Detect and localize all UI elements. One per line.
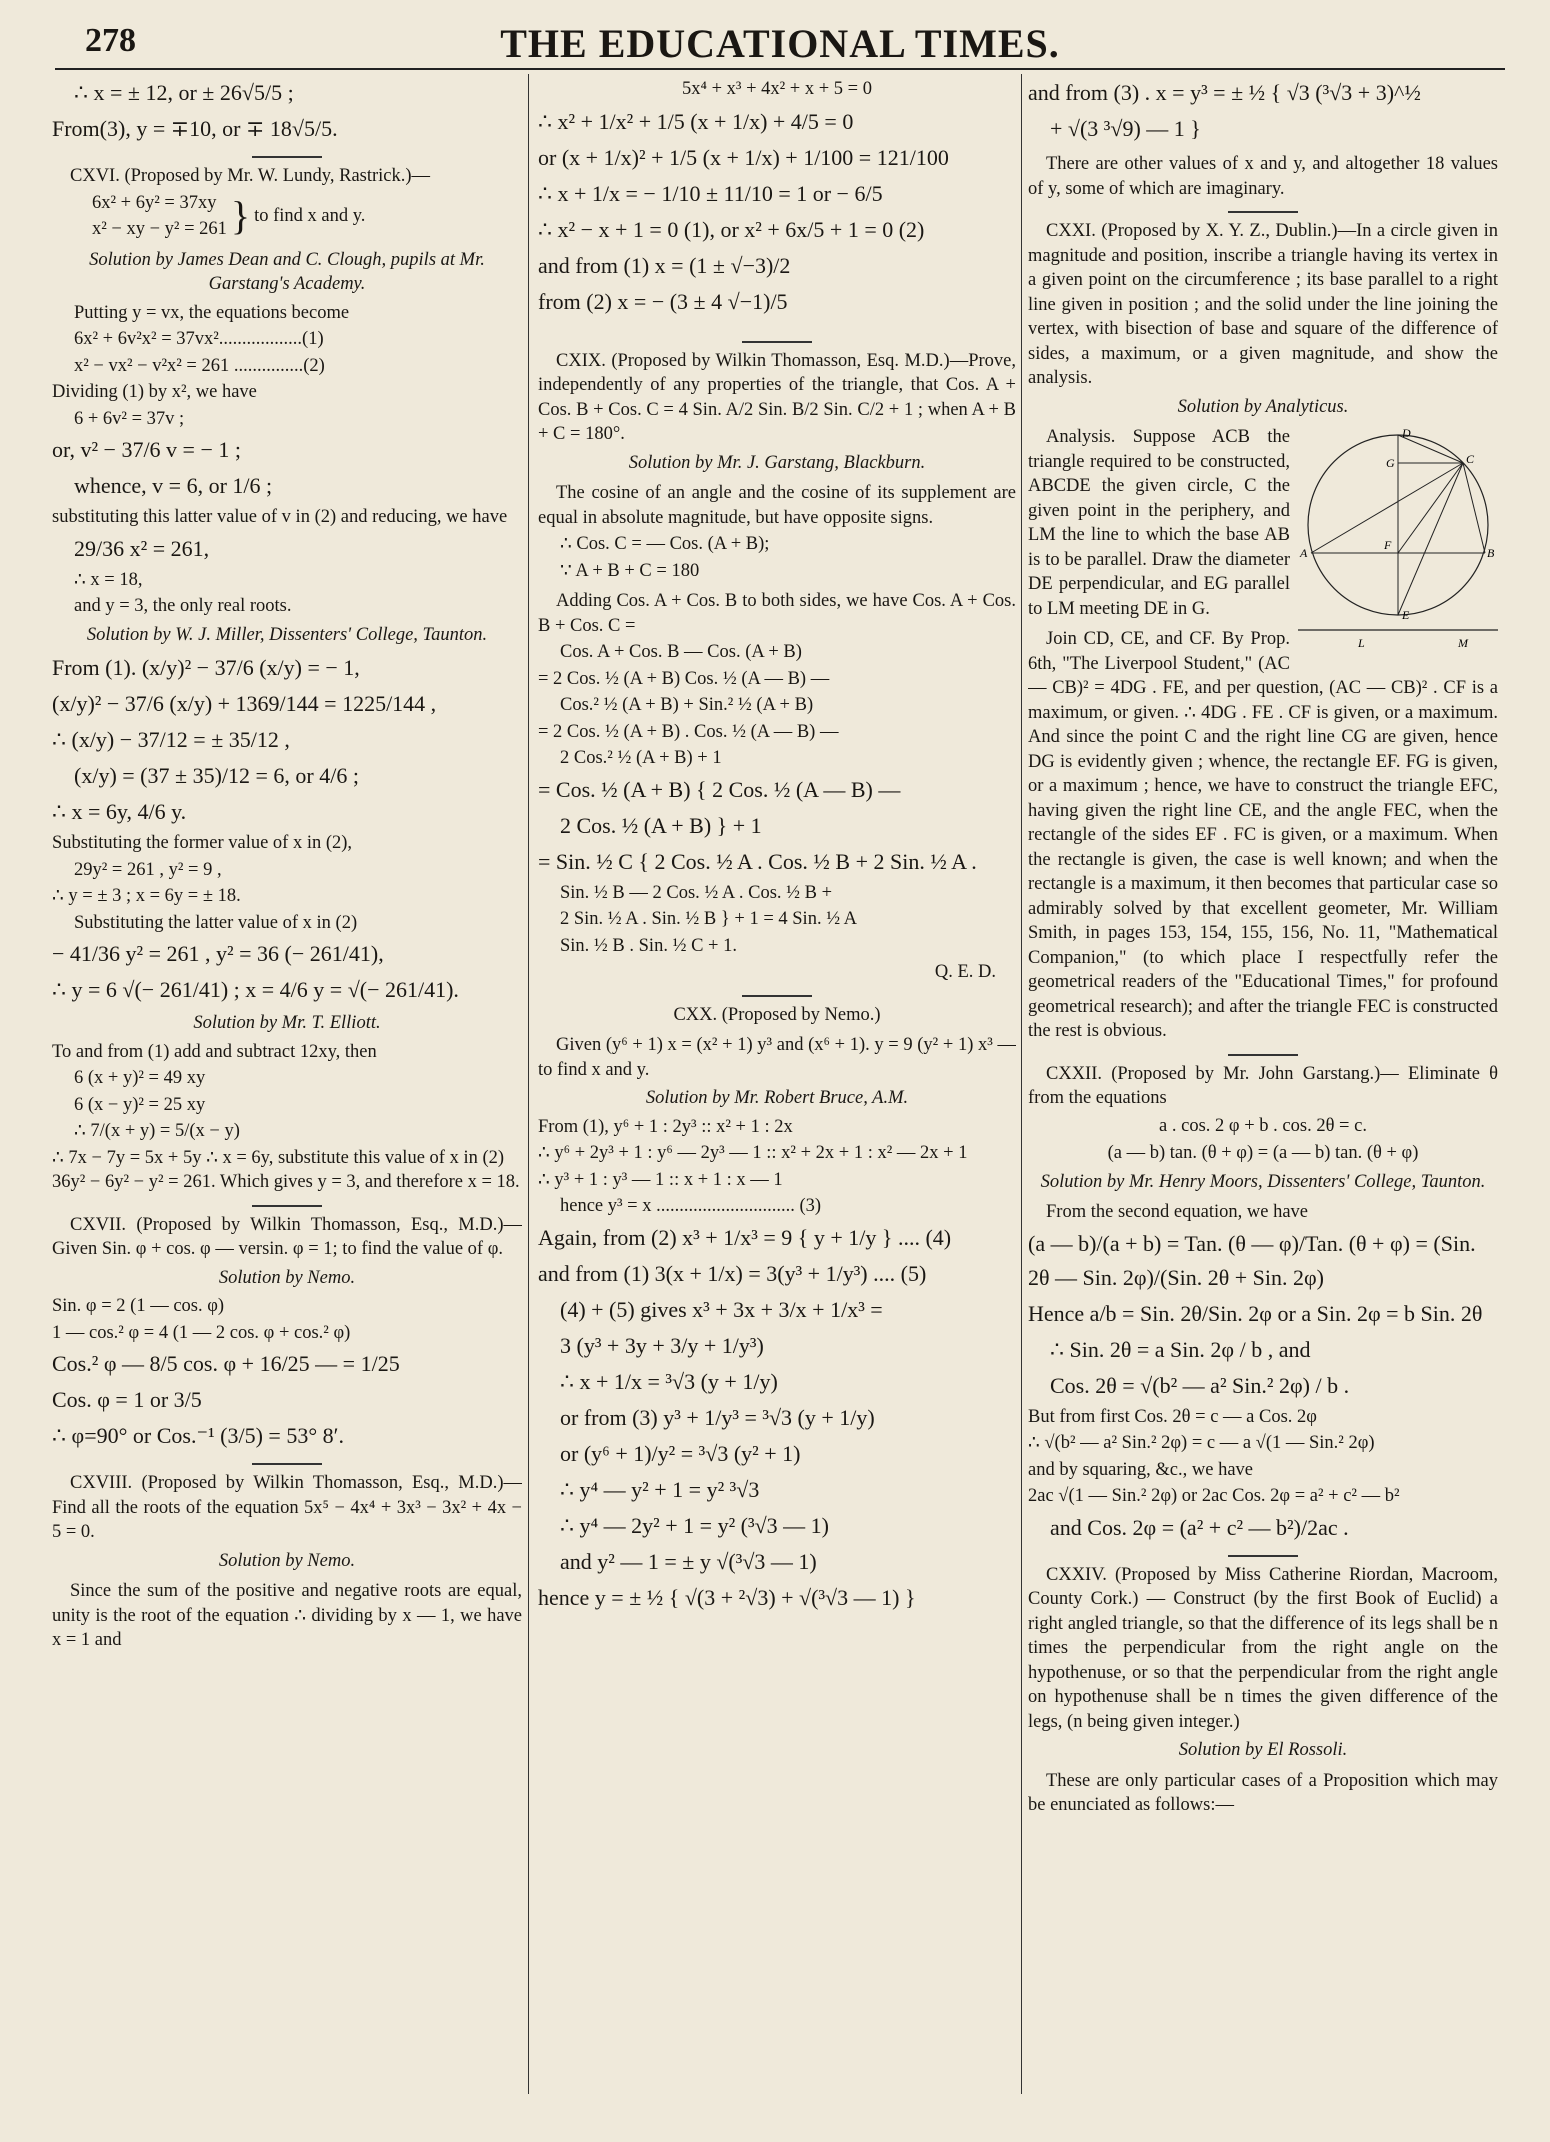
equation: ∴ √(b² — a² Sin.² 2φ) = c — a √(1 — Sin.² 2φ) — [1028, 1433, 1375, 1453]
paragraph: Adding Cos. A + Cos. B to both sides, we have Cos. A + Cos. B + Cos. C = — [538, 591, 1016, 636]
equation: ∴ y⁴ — y² + 1 = y² ³√3 — [560, 1476, 760, 1502]
equation: Cos. φ = 1 or 3/5 — [52, 1387, 202, 1412]
label-d: D — [1402, 426, 1411, 440]
section-separator — [742, 995, 812, 997]
solution-heading: Solution by Mr. J. Garstang, Blackburn. — [628, 452, 926, 473]
equation: and by squaring, &c., we have — [1028, 1459, 1254, 1480]
section-separator — [1228, 1054, 1298, 1056]
equation: 2 Cos.² ½ (A + B) + 1 — [560, 748, 722, 768]
section-separator — [252, 1463, 322, 1465]
equation: 6x² + 6y² = 37xy — [92, 192, 217, 213]
equation: 29/36 x² = 261, — [74, 535, 210, 561]
column-middle — [538, 74, 1016, 2134]
equation: and from (1) 3(x + 1/x) = 3(y³ + 1/y³) .... (5) — [538, 1260, 927, 1286]
equation: ∴ Sin. 2θ = a Sin. 2φ / b , and — [1050, 1336, 1311, 1362]
equation: hence y³ = x .............................. (3) — [560, 1196, 822, 1216]
running-title: THE EDUCATIONAL TIMES. — [500, 21, 1060, 66]
text-line: substituting this latter value of v in (2) and reducing, we have — [52, 507, 508, 527]
equation: ∴ x + 1/x = ³√3 (y + 1/y) — [560, 1368, 778, 1394]
paragraph: These are only particular cases of a Proposition which may be enunciated as follows:— — [1028, 1770, 1498, 1815]
equation: = 2 Cos. ½ (A + B) . Cos. ½ (A — B) — — [538, 721, 839, 742]
equation: x² − xy − y² = 261 — [92, 219, 227, 239]
equation: ∴ x = 6y, 4/6 y. — [52, 799, 187, 824]
paragraph: There are other values of x and y, and altogether 18 values of y, some of which are imaginary. — [1028, 154, 1498, 199]
label-g: G — [1386, 456, 1395, 470]
equation: 5x⁴ + x³ + 4x² + x + 5 = 0 — [682, 79, 872, 99]
equation: 6 + 6v² = 37v ; — [74, 408, 185, 429]
equation: Hence a/b = Sin. 2θ/Sin. 2φ or a Sin. 2φ = b Sin. 2θ — [1028, 1300, 1483, 1326]
solution-heading: Solution by Nemo. — [218, 1267, 356, 1288]
equation: ∴ y = ± 3 ; x = 6y = ± 18. — [52, 886, 241, 906]
equation: Again, from (2) x³ + 1/x³ = 9 { y + 1/y } .... (4) — [538, 1224, 952, 1250]
equation: Sin. ½ B — 2 Cos. ½ A . Cos. ½ B + — [560, 882, 833, 903]
text-line: Substituting the former value of x in (2), — [52, 833, 353, 853]
paragraph: Given (y⁶ + 1) x = (x² + 1) y³ and (x⁶ + 1). y = 9 (y² + 1) x³ — to find x and y. — [538, 1035, 1016, 1080]
equation: from (2) x = − (3 ± 4 √−1)/5 — [538, 288, 788, 314]
equation: hence y = ± ½ { √(3 + ²√3) + √(³√3 — 1) } — [538, 1584, 916, 1610]
section-separator — [252, 1205, 322, 1207]
equation: From(3), y = ∓10, or ∓ 18√5/5. — [52, 116, 338, 141]
column-rule-right — [1021, 74, 1022, 2094]
brace: } — [230, 192, 251, 238]
question-heading: CXXIV. (Proposed by Miss Catherine Riordan, Macroom, County Cork.) — Construct (by the first Book of Euclid) a right angled triangle, so that the difference of its legs shall be n times the perpendicular from the right angle on the hypothenuse, or so that the perpendicular from the right angle on hypothenuse shall be n times the given difference of the legs, (n being given integer.) — [1028, 1564, 1498, 1732]
equation: (a — b) tan. (θ + φ) = (a — b) tan. (θ + φ) — [1107, 1143, 1419, 1163]
question-heading: CXVII. (Proposed by Wilkin Thomasson, Esq., M.D.)—Given Sin. φ + cos. φ — versin. φ = 1; to find the value of φ. — [52, 1214, 522, 1259]
solution-heading: Solution by El Rossoli. — [1178, 1740, 1348, 1760]
label-l: L — [1358, 636, 1365, 650]
equation: ∴ Cos. C = — Cos. (A + B); — [560, 534, 770, 554]
text-line: From the second equation, we have — [1046, 1202, 1309, 1222]
column-rule-left — [528, 74, 529, 2094]
equation: Cos. 2θ = √(b² — a² Sin.² 2φ) / b . — [1050, 1372, 1350, 1398]
equation: ∴ y⁶ + 2y³ + 1 : y⁶ — 2y³ — 1 :: x² + 2x + 1 : x² — 2x + 1 — [538, 1143, 968, 1163]
solution-heading: Solution by Mr. Henry Moors, Dissenters' College, Taunton. — [1040, 1171, 1486, 1192]
solution-heading: Solution by Nemo. — [218, 1550, 356, 1571]
equation: (x/y) = (37 ± 35)/12 = 6, or 4/6 ; — [74, 763, 359, 788]
question-heading: CXIX. (Proposed by Wilkin Thomasson, Esq. M.D.)—Prove, independently of any properties of the triangle, that Cos. A + Cos. B + Cos. C = 4 Sin. A/2 Sin. B/2 Sin. C/2 + 1 ; when A + B + C = 180°. — [538, 350, 1016, 444]
section-separator — [252, 156, 322, 158]
label-c: C — [1466, 452, 1475, 466]
equation: ∴ x = ± 12, or ± 26√5/5 ; — [74, 80, 294, 105]
section-separator — [1228, 211, 1298, 213]
equation: or (y⁶ + 1)/y² = ³√3 (y² + 1) — [560, 1440, 801, 1466]
equation: ∴ x² − x + 1 = 0 (1), or x² + 6x/5 + 1 = 0 (2) — [538, 216, 925, 242]
equation: and Cos. 2φ = (a² + c² — b²)/2ac . — [1050, 1514, 1349, 1540]
solution-heading: Solution by Analyticus. — [1177, 396, 1349, 417]
equation: 2ac √(1 — Sin.² 2φ) or 2ac Cos. 2φ = a² + c² — b² — [1028, 1486, 1400, 1506]
question-heading: CXVIII. (Proposed by Wilkin Thomasson, Esq., M.D.)—Find all the roots of the equation 5x⁵ − 4x⁴ + 3x³ − 3x² + 4x − 5 = 0. — [52, 1473, 522, 1542]
equation: and y² — 1 = ± y √(³√3 — 1) — [560, 1548, 817, 1574]
label-m: M — [1458, 636, 1468, 650]
question-heading: CXXII. (Proposed by Mr. John Garstang.)— Eliminate θ from the equations — [1028, 1063, 1498, 1108]
paragraph: Join CD, CE, and CF. By Prop. 6th, "The Liverpool Student," (AC — CB)² = 4DG . FE, and per question, (AC — CB)² . CF is a maximum, or given. ∴ 4DG . FE . CF is given, or a maximum. And since the point C and the right line CG are given, hence DG is evidently given ; whence, the rectangle EF. FG is given, or a maximum ; hence, we have to construct the triangle EFC, having given the right line CE, and the angle FEC, when the rectangle of the sides EF . FC is given, or a maximum. When the rectangle is given, the case is well known; and when the rectangle is a maximum, it then becomes that particular case so admirably solved by that excellent geometer, Mr. William Smith, in pages 153, 154, 155, 156, No. 11, "Mathematical Companion," (to which place I respectfully refer the geometrical readers of the "Educational Times," for profound geometrical research); and after the triangle FEC is constructed the rest is obvious. — [1028, 629, 1498, 1041]
solution-heading: Solution by Mr. T. Elliott. — [193, 1013, 381, 1033]
label-a: A — [1300, 546, 1308, 560]
equation: 1 — cos.² φ = 4 (1 — 2 cos. φ + cos.² φ) — [52, 1322, 351, 1343]
equation: 29y² = 261 , y² = 9 , — [74, 859, 222, 880]
equation: Cos.² ½ (A + B) + Sin.² ½ (A + B) — [560, 695, 814, 715]
equation: 6 (x − y)² = 25 xy — [74, 1094, 206, 1115]
equation: ∴ x = 18, — [74, 569, 143, 590]
equation: Cos. A + Cos. B — Cos. (A + B) — [560, 642, 802, 662]
equation: or (x + 1/x)² + 1/5 (x + 1/x) + 1/100 = 121/100 — [538, 144, 949, 170]
equation: ∴ y = 6 √(− 261/41) ; x = 4/6 y = √(− 261/41). — [52, 977, 459, 1002]
label-f: F — [1384, 538, 1392, 552]
text-line: Dividing (1) by x², we have — [52, 382, 257, 402]
equation: ∴ y³ + 1 : y³ — 1 :: x + 1 : x — 1 — [538, 1169, 783, 1190]
question-heading: CXVI. (Proposed by Mr. W. Lundy, Rastrick.)— — [70, 166, 431, 186]
question-heading: CXX. (Proposed by Nemo.) — [673, 1004, 881, 1025]
solution-heading: Solution by James Dean and C. Clough, pupils at Mr. Garstang's Academy. — [89, 249, 485, 294]
column-right — [1028, 74, 1498, 2134]
equation: 2 Sin. ½ A . Sin. ½ B } + 1 = 4 Sin. ½ A — [560, 909, 858, 929]
equation: whence, v = 6, or 1/6 ; — [74, 473, 273, 498]
solution-heading: Solution by Mr. Robert Bruce, A.M. — [645, 1088, 909, 1108]
section-separator — [1228, 1555, 1298, 1557]
equation: ∴ 7/(x + y) = 5/(x − y) — [74, 1121, 240, 1141]
paragraph: Since the sum of the positive and negative roots are equal, unity is the root of the equation ∴ dividing by x — 1, we have x = 1 and — [52, 1581, 522, 1650]
equation: (x/y)² − 37/6 (x/y) + 1369/144 = 1225/144 , — [52, 691, 437, 716]
text-line: To and from (1) add and subtract 12xy, then — [52, 1041, 377, 1062]
solution-heading: Solution by W. J. Miller, Dissenters' College, Taunton. — [86, 624, 488, 645]
equation: − 41/36 y² = 261 , y² = 36 (− 261/41), — [52, 941, 384, 966]
equation: 6x² + 6v²x² = 37vx²..................(1) — [74, 329, 324, 349]
equation: From (1). (x/y)² − 37/6 (x/y) = − 1, — [52, 655, 360, 680]
equation: ∴ x + 1/x = − 1/10 ± 11/10 = 1 or − 6/5 — [538, 180, 883, 206]
equation: or from (3) y³ + 1/y³ = ³√3 (y + 1/y) — [560, 1404, 875, 1430]
page-number: 278 — [85, 22, 136, 59]
equation: 6 (x + y)² = 49 xy — [74, 1068, 206, 1088]
paragraph: Analysis. Suppose ACB the triangle required to be constructed, ABCDE the given circle, C the given point in the periphery, and LM the line to which the base AB is to be parallel. Draw the diameter DE perpendicular, and EG parallel to LM meeting DE in G. — [1028, 427, 1290, 619]
text-line: Substituting the latter value of x in (2) — [74, 912, 358, 933]
section-separator — [742, 341, 812, 343]
equation: and y = 3, the only real roots. — [74, 596, 292, 616]
equation: But from first Cos. 2θ = c — a Cos. 2φ — [1028, 1406, 1317, 1427]
equation: Sin. ½ B . Sin. ½ C + 1. — [560, 935, 737, 956]
header-rule — [55, 68, 1505, 70]
equation: (a — b)/(a + b) = Tan. (θ — φ)/Tan. (θ + φ) = (Sin. 2θ — Sin. 2φ)/(Sin. 2θ + Sin. 2φ) — [1028, 1230, 1482, 1290]
equation: = 2 Cos. ½ (A + B) Cos. ½ (A — B) — — [538, 668, 830, 689]
text-line: Putting y = vx, the equations become — [74, 302, 350, 323]
equation-system — [52, 189, 522, 244]
instruction: to find x and y. — [254, 205, 366, 226]
equation: + √(3 ³√9) — 1 } — [1050, 116, 1201, 141]
equation: ∴ φ=90° or Cos.⁻¹ (3/5) = 53° 8′. — [52, 1423, 344, 1448]
equation: ∴ y⁴ — 2y² + 1 = y² (³√3 — 1) — [560, 1512, 829, 1538]
equation: and from (1) x = (1 ± √−3)/2 — [538, 252, 791, 278]
equation: From (1), y⁶ + 1 : 2y³ :: x² + 1 : 2x — [538, 1116, 793, 1137]
equation: = Cos. ½ (A + B) { 2 Cos. ½ (A — B) — — [538, 776, 901, 802]
equation: 2 Cos. ½ (A + B) } + 1 — [560, 812, 762, 838]
paragraph: The cosine of an angle and the cosine of its supplement are equal in absolute magnitude, but have opposite signs. — [538, 483, 1016, 528]
equation: Cos.² φ — 8/5 cos. φ + 16/25 — = 1/25 — [52, 1351, 400, 1376]
equation: = Sin. ½ C { 2 Cos. ½ A . Cos. ½ B + 2 Sin. ½ A . — [538, 848, 977, 874]
qed: Q. E. D. — [934, 962, 996, 982]
text-line: ∴ 7x − 7y = 5x + 5y ∴ x = 6y, substitute this value of x in (2) — [52, 1147, 505, 1168]
equation: x² − vx² − v²x² = 261 ...............(2) — [74, 355, 325, 376]
equation: or, v² − 37/6 v = − 1 ; — [52, 437, 241, 462]
equation: and from (3) . x = y³ = ± ½ { √3 (³√3 + 3)^½ — [1028, 80, 1421, 105]
equation: (4) + (5) gives x³ + 3x + 3/x + 1/x³ = — [560, 1296, 883, 1322]
label-e: E — [1402, 608, 1410, 622]
label-b: B — [1487, 546, 1495, 560]
equation: ∵ A + B + C = 180 — [560, 560, 700, 581]
equation: Sin. φ = 2 (1 — cos. φ) — [52, 1296, 225, 1316]
page-header — [55, 18, 1505, 64]
equation: ∴ (x/y) − 37/12 = ± 35/12 , — [52, 727, 290, 752]
equation: ∴ x² + 1/x² + 1/5 (x + 1/x) + 4/5 = 0 — [538, 108, 854, 134]
text-line: 36y² − 6y² − y² = 261. Which gives y = 3, and therefore x = 18. — [52, 1172, 520, 1192]
equation: 3 (y³ + 3y + 3/y + 1/y³) — [560, 1332, 764, 1358]
equation: a . cos. 2 φ + b . cos. 2θ = c. — [1159, 1115, 1367, 1136]
column-left — [52, 74, 522, 2134]
geometry-figure — [1298, 425, 1498, 655]
question-heading: CXXI. (Proposed by X. Y. Z., Dublin.)—In a circle given in magnitude and position, inscribe a triangle having its vertex in a given point on the circumference ; its base parallel to a right line given in position ; and the solid under the line joining the vertex, with bisection of base and square of the difference of sides, a maximum, or a given magnitude, and show the analysis. — [1028, 221, 1498, 388]
